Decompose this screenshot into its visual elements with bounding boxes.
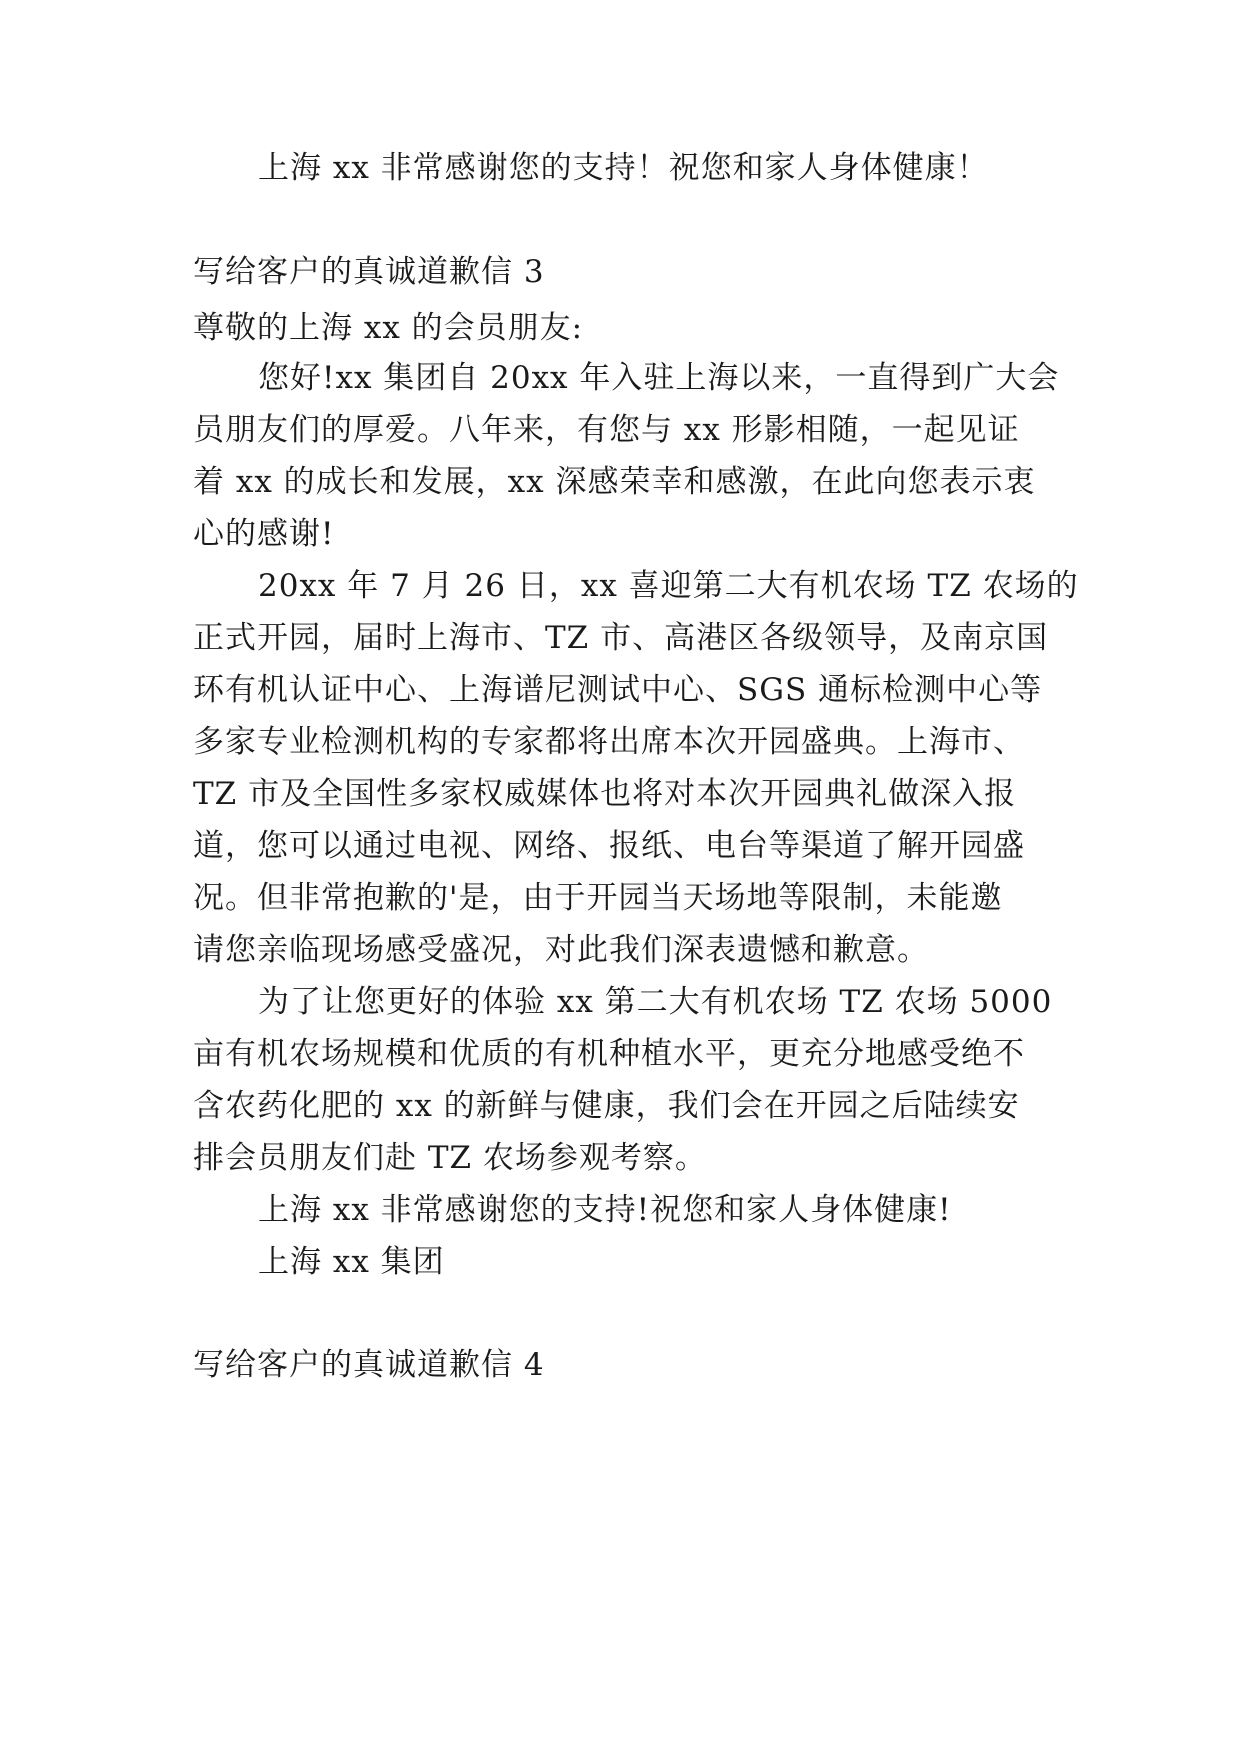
paragraph-line: 员朋友们的厚爱。八年来，有您与 xx 形影相随，一起见证 (193, 412, 1020, 448)
paragraph-line: TZ 市及全国性多家权威媒体也将对本次开园典礼做深入报 (193, 776, 1017, 812)
paragraph-line: 亩有机农场规模和优质的有机种植水平，更充分地感受绝不 (193, 1036, 1025, 1072)
top-closing-line: 上海 xx 非常感谢您的支持！祝您和家人身体健康！ (258, 150, 989, 186)
paragraph-line: 排会员朋友们赴 TZ 农场参观考察。 (193, 1140, 707, 1176)
signature: 上海 xx 集团 (258, 1244, 445, 1280)
paragraph-line: 正式开园，届时上海市、TZ 市、高港区各级领导，及南京国 (193, 620, 1049, 656)
section4-heading: 写给客户的真诚道歉信 4 (193, 1347, 545, 1383)
closing-line: 上海 xx 非常感谢您的支持!祝您和家人身体健康! (258, 1192, 952, 1228)
paragraph-line: 请您亲临现场感受盛况，对此我们深表遗憾和歉意。 (193, 932, 929, 968)
paragraph-line: 含农药化肥的 xx 的新鲜与健康，我们会在开园之后陆续安 (193, 1088, 1020, 1124)
salutation: 尊敬的上海 xx 的会员朋友: (193, 310, 584, 346)
paragraph-line: 心的感谢! (193, 516, 335, 552)
paragraph-line: 环有机认证中心、上海谱尼测试中心、SGS 通标检测中心等 (193, 672, 1043, 708)
paragraph-line: 道，您可以通过电视、网络、报纸、电台等渠道了解开园盛 (193, 828, 1025, 864)
section3-heading: 写给客户的真诚道歉信 3 (193, 254, 545, 290)
paragraph-line: 您好!xx 集团自 20xx 年入驻上海以来，一直得到广大会 (258, 360, 1060, 396)
paragraph-line: 着 xx 的成长和发展，xx 深感荣幸和感激，在此向您表示衷 (193, 464, 1036, 500)
paragraph-line: 况。但非常抱歉的'是，由于开园当天场地等限制，未能邀 (193, 880, 1003, 916)
paragraph-line: 多家专业检测机构的专家都将出席本次开园盛典。上海市、 (193, 724, 1025, 760)
paragraph-line: 20xx 年 7 月 26 日，xx 喜迎第二大有机农场 TZ 农场的 (258, 568, 1079, 604)
paragraph-line: 为了让您更好的体验 xx 第二大有机农场 TZ 农场 5000 (258, 984, 1053, 1020)
